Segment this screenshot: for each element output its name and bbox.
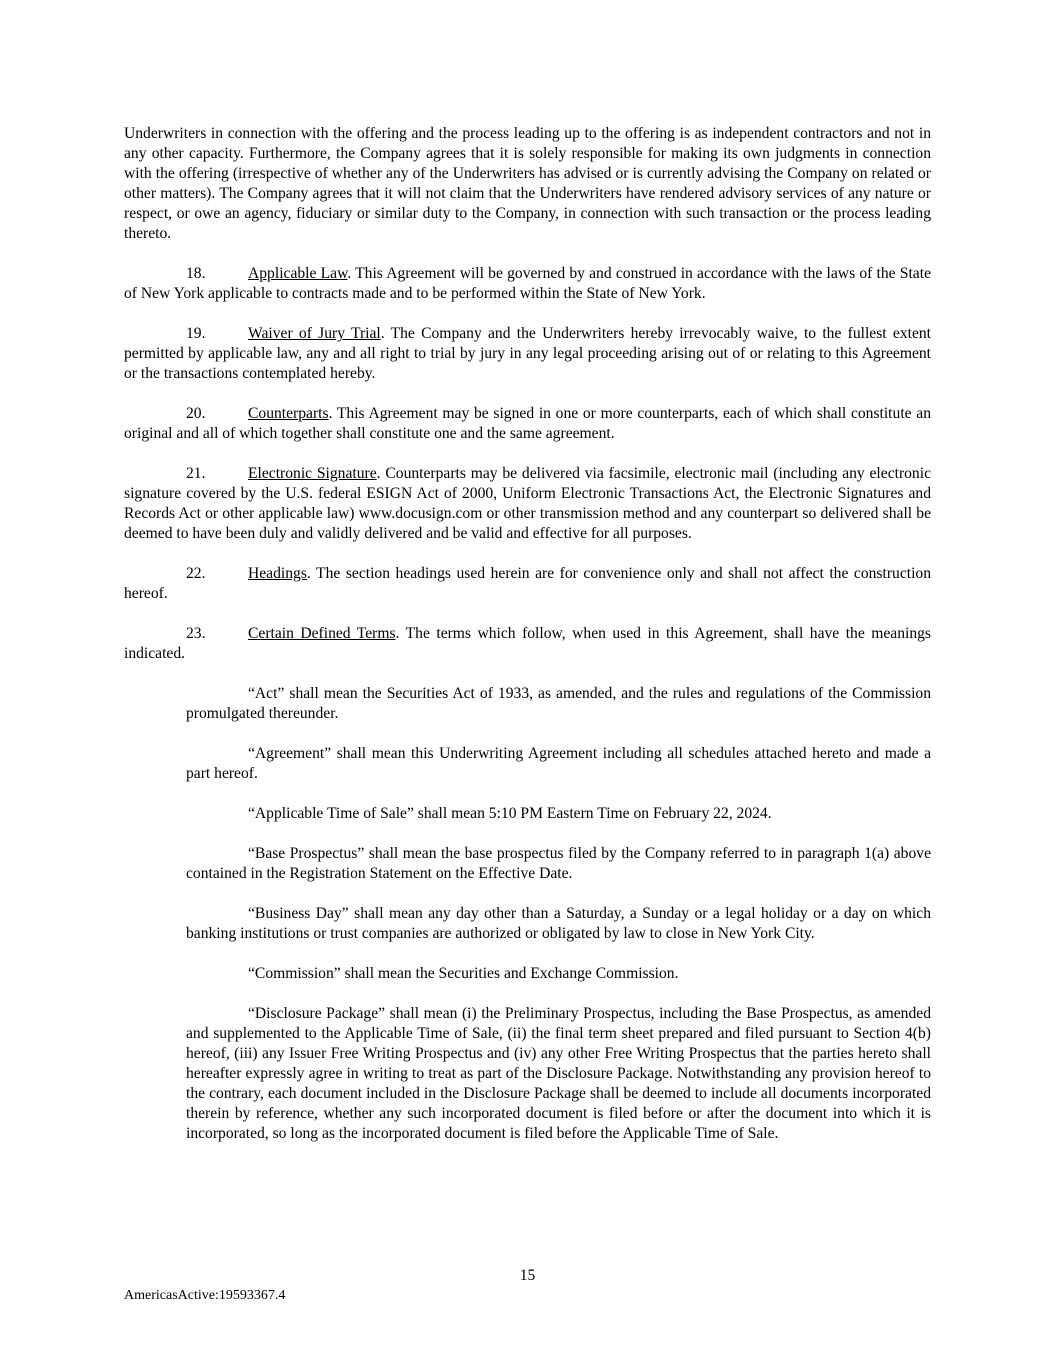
section-heading: Counterparts bbox=[248, 405, 329, 422]
document-id: AmericasActive:19593367.4 bbox=[124, 1288, 286, 1303]
definition-agreement: “Agreement” shall mean this Underwriting Agreement including all schedules attached hereto and made a part hereof. bbox=[186, 745, 931, 782]
section-heading: Waiver of Jury Trial bbox=[248, 325, 381, 342]
intro-paragraph: Underwriters in connection with the offering and the process leading up to the offering is as independent contractors and not in any other capacity. Furthermore, the Company agrees that it is solely responsible for making its own judgments in connection with the offering (irrespective of whether any of the Underwriters has advised or is currently advising the Company on related or other matters). The Company agrees that it will not claim that the Underwriters have rendered advisory services of any nature or respect, or owe an agency, fiduciary or similar duty to the Company, in connection with such transaction or the process leading thereto. bbox=[124, 125, 931, 242]
section-heading: Certain Defined Terms bbox=[248, 625, 396, 642]
section-heading: Headings bbox=[248, 565, 307, 582]
section-number: 20. bbox=[186, 405, 206, 422]
definition-commission: “Commission” shall mean the Securities and Exchange Commission. bbox=[248, 965, 679, 982]
section-22 bbox=[124, 564, 931, 604]
definition-base-prospectus: “Base Prospectus” shall mean the base prospectus filed by the Company referred to in paragraph 1(a) above contained in the Registration Statement on the Effective Date. bbox=[186, 845, 931, 882]
section-text: . The terms which follow, when used in this Agreement, shall have the meanings indicated. bbox=[124, 625, 931, 662]
page-number: 15 bbox=[519, 1267, 536, 1284]
section-heading: Applicable Law bbox=[248, 265, 348, 282]
definition-disclosure-package: “Disclosure Package” shall mean (i) the Preliminary Prospectus, including the Base Prospectus, as amended and supplemented to the Applicable Time of Sale, (ii) the final term sheet prepared and filed pursuant to Section 4(b) hereof, (iii) any Issuer Free Writing Prospectus and (iv) any other Free Writing Prospectus that the parties hereto shall hereafter expressly agree in writing to treat as part of the Disclosure Package. Notwithstanding any provision hereof to the contrary, each document included in the Disclosure Package shall be deemed to include all documents incorporated therein by reference, whether any such incorporated document is filed before or after the document into which it is incorporated, so long as the incorporated document is filed before the Applicable Time of Sale. bbox=[186, 1005, 931, 1142]
section-number: 22. bbox=[186, 565, 206, 582]
section-text: . This Agreement may be signed in one or more counterparts, each of which shall constitute an original and all of which together shall constitute one and the same agreement. bbox=[124, 405, 931, 442]
section-text: . Counterparts may be delivered via facsimile, electronic mail (including any electronic signature covered by the U.S. federal ESIGN Act of 2000, Uniform Electronic Transactions Act, the Electronic Signatures and Records Act or other applicable law) www.docusign.com or other transmission method and any counterpart so delivered shall be deemed to have been duly and validly delivered and be valid and effective for all purposes. bbox=[124, 465, 931, 542]
section-number: 23. bbox=[186, 625, 206, 642]
section-number: 18. bbox=[186, 265, 206, 282]
section-text: . This Agreement will be governed by and construed in accordance with the laws of the State of New York applicable to contracts made and to be performed within the State of New York. bbox=[124, 265, 931, 302]
document-body bbox=[124, 124, 931, 1164]
definition-act: “Act” shall mean the Securities Act of 1933, as amended, and the rules and regulations of the Commission promulgated thereunder. bbox=[186, 685, 931, 722]
section-number: 19. bbox=[186, 325, 206, 342]
section-number: 21. bbox=[186, 465, 206, 482]
definition-business-day: “Business Day” shall mean any day other than a Saturday, a Sunday or a legal holiday or a day on which banking institutions or trust companies are authorized or obligated by law to close in New York City. bbox=[186, 905, 931, 942]
definition-applicable-time-of-sale: “Applicable Time of Sale” shall mean 5:10 PM Eastern Time on February 22, 2024. bbox=[248, 805, 772, 822]
section-19 bbox=[124, 324, 931, 384]
section-text: . The section headings used herein are for convenience only and shall not affect the construction hereof. bbox=[124, 565, 931, 602]
section-20 bbox=[124, 404, 931, 444]
section-heading: Electronic Signature bbox=[248, 465, 377, 482]
section-text: . The Company and the Underwriters hereby irrevocably waive, to the fullest extent permitted by applicable law, any and all right to trial by jury in any legal proceeding arising out of or relating to this Agreement or the transactions contemplated hereby. bbox=[124, 325, 931, 382]
section-18 bbox=[124, 264, 931, 304]
section-23 bbox=[124, 624, 931, 664]
section-21 bbox=[124, 464, 931, 544]
